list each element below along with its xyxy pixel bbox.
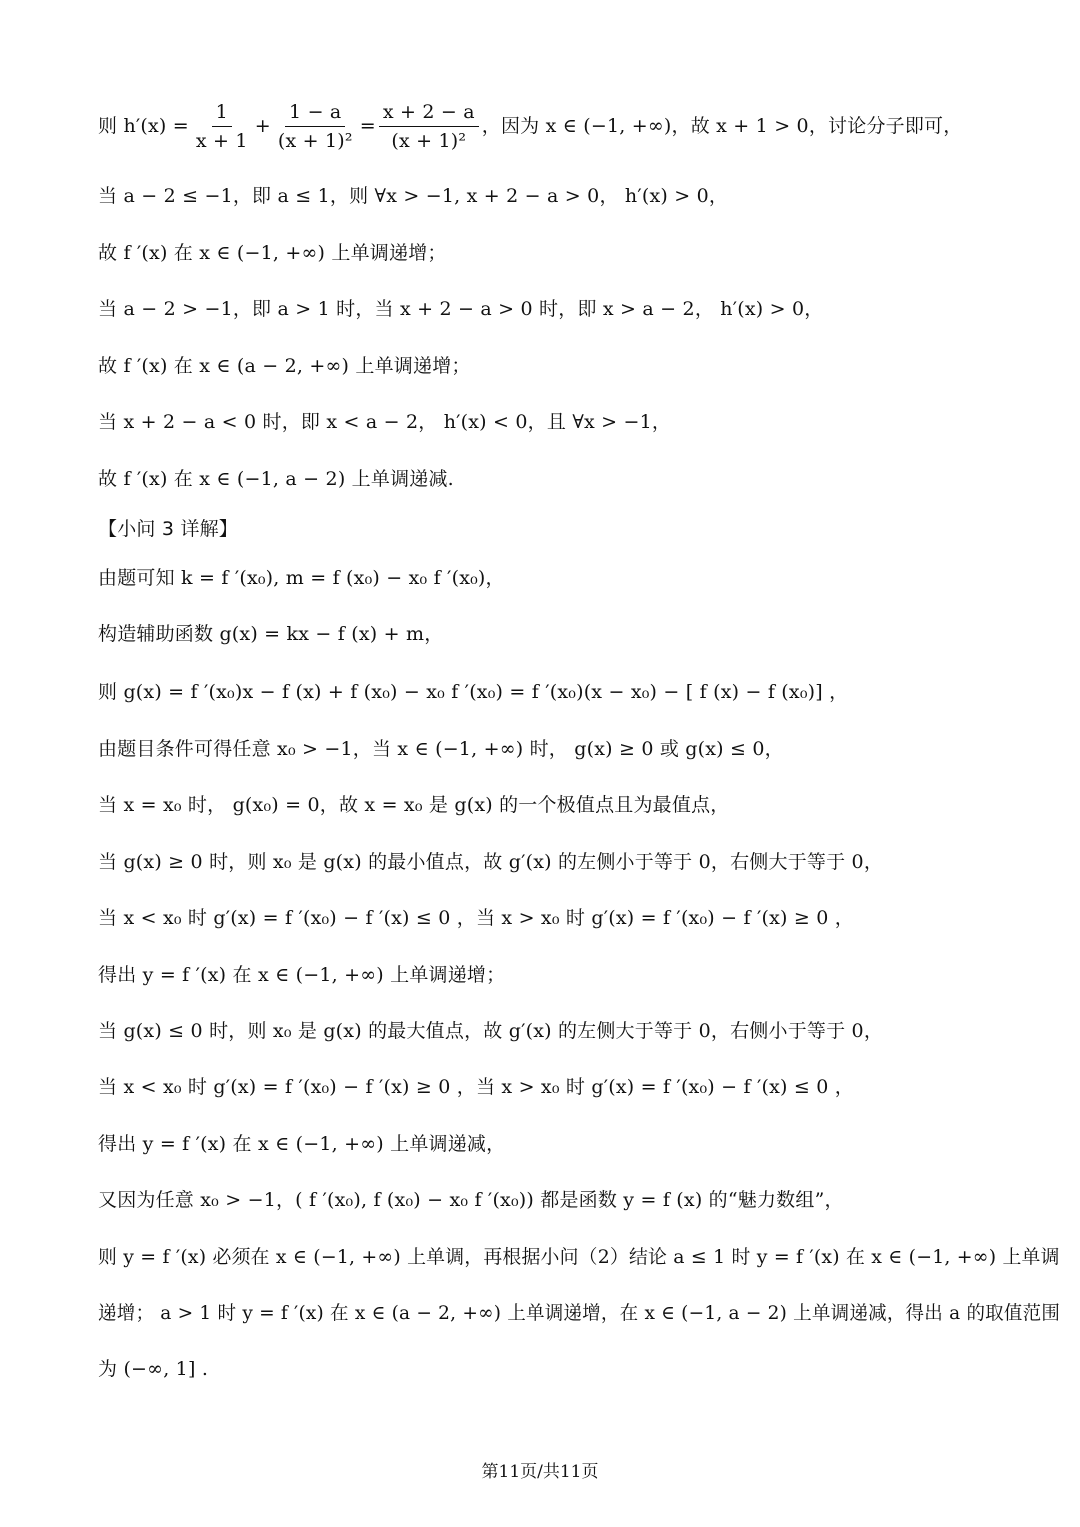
text-line: 当 a − 2 > −1，即 a > 1 时，当 x + 2 − a > 0 时，即 x > a − 2， h′(x) > 0，	[98, 298, 824, 320]
formula-suffix: ，因为 x ∈ (−1, +∞)，故 x + 1 > 0，讨论分子即可，	[481, 115, 963, 137]
formula-prefix: 则 h′(x) =	[98, 115, 189, 137]
text-line: 得出 y = f ′(x) 在 x ∈ (−1, +∞) 上单调递增；	[98, 964, 506, 986]
fraction-3-denominator: (x + 1)²	[391, 129, 467, 152]
fraction-3	[379, 100, 479, 153]
fraction-2-numerator: 1 − a	[285, 100, 345, 127]
fraction-2-denominator: (x + 1)²	[277, 129, 353, 152]
text-line: 递增； a > 1 时 y = f ′(x) 在 x ∈ (a − 2, +∞) 上单调递增，在 x ∈ (−1, a − 2) 上单调递减，得出 a 的取值范围	[98, 1302, 1061, 1324]
plus-sign: +	[254, 115, 271, 137]
fraction-1-denominator: x + 1	[195, 129, 248, 152]
text-line: 由题目条件可得任意 x₀ > −1，当 x ∈ (−1, +∞) 时， g(x) ≥ 0 或 g(x) ≤ 0，	[98, 738, 784, 760]
text-line: 当 a − 2 ≤ −1，即 a ≤ 1，则 ∀x > −1, x + 2 − a > 0， h′(x) > 0，	[98, 185, 729, 207]
page-footer: 第11页/共11页	[481, 1462, 599, 1482]
text-line: 由题可知 k = f ′(x₀), m = f (x₀) − x₀ f ′(x₀)，	[98, 567, 505, 589]
fraction-3-numerator: x + 2 − a	[379, 100, 479, 127]
equals-sign: =	[359, 115, 376, 137]
text-line: 构造辅助函数 g(x) = kx − f (x) + m，	[98, 623, 444, 645]
text-line: 则 y = f ′(x) 必须在 x ∈ (−1, +∞) 上单调，再根据小问（2）结论 a ≤ 1 时 y = f ′(x) 在 x ∈ (−1, +∞) 上单调	[98, 1246, 1060, 1268]
text-line: 故 f ′(x) 在 x ∈ (−1, +∞) 上单调递增；	[98, 242, 447, 264]
text-line: 当 x < x₀ 时 g′(x) = f ′(x₀) − f ′(x) ≥ 0 ，当 x > x₀ 时 g′(x) = f ′(x₀) − f ′(x) ≤ 0 ，	[98, 1076, 854, 1098]
section-heading: 【小问 3 详解】	[98, 518, 238, 540]
text-line: 则 g(x) = f ′(x₀)x − f (x) + f (x₀) − x₀ f ′(x₀) = f ′(x₀)(x − x₀) − [ f (x) − f (x₀)] ，	[98, 681, 849, 703]
derivative-formula-line	[98, 96, 962, 156]
text-line: 故 f ′(x) 在 x ∈ (a − 2, +∞) 上单调递增；	[98, 355, 471, 377]
fraction-2	[274, 100, 357, 153]
text-line: 当 g(x) ≤ 0 时，则 x₀ 是 g(x) 的最大值点，故 g′(x) 的左侧大于等于 0，右侧小于等于 0，	[98, 1020, 884, 1042]
text-line: 故 f ′(x) 在 x ∈ (−1, a − 2) 上单调递减.	[98, 468, 454, 490]
text-line: 得出 y = f ′(x) 在 x ∈ (−1, +∞) 上单调递减，	[98, 1133, 506, 1155]
fraction-1	[192, 100, 252, 153]
text-line: 当 x = x₀ 时， g(x₀) = 0，故 x = x₀ 是 g(x) 的一个极值点且为最值点，	[98, 794, 730, 816]
text-line: 又因为任意 x₀ > −1，( f ′(x₀), f (x₀) − x₀ f ′(x₀)) 都是函数 y = f (x) 的“魅力数组”，	[98, 1189, 844, 1211]
fraction-1-numerator: 1	[212, 100, 232, 127]
text-line: 当 x + 2 − a < 0 时，即 x < a − 2， h′(x) < 0，且 ∀x > −1，	[98, 411, 672, 433]
text-line: 当 g(x) ≥ 0 时，则 x₀ 是 g(x) 的最小值点，故 g′(x) 的左侧小于等于 0，右侧大于等于 0，	[98, 851, 884, 873]
text-line: 当 x < x₀ 时 g′(x) = f ′(x₀) − f ′(x) ≤ 0 ，当 x > x₀ 时 g′(x) = f ′(x₀) − f ′(x) ≥ 0 ，	[98, 907, 854, 929]
text-line: 为 (−∞, 1] .	[98, 1358, 209, 1380]
